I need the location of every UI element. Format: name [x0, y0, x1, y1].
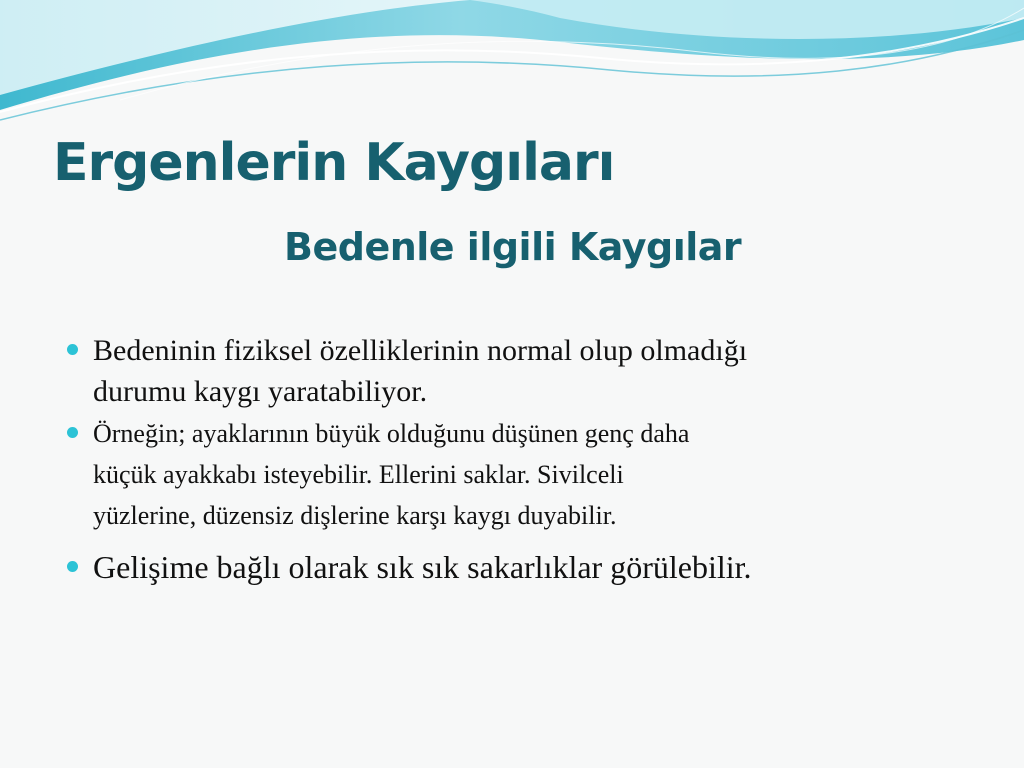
bullet-text-line: Gelişime bağlı olarak sık sık sakarlıklar görülebilir. [93, 549, 752, 585]
bullet-dot-icon [67, 561, 78, 572]
bullet-text-line: yüzlerine, düzensiz dişlerine karşı kaygı duyabilir. [93, 501, 617, 530]
slide-subtitle: Bedenle ilgili Kaygılar [284, 225, 742, 269]
bullet-text-line: durumu kaygı yaratabiliyor. [93, 375, 428, 408]
bullet-text-line: küçük ayakkabı isteyebilir. Ellerini saklar. Sivilceli [93, 460, 624, 489]
bullet-text-line: Örneğin; ayaklarının büyük olduğunu düşünen genç daha [93, 419, 690, 448]
slide-title: Ergenlerin Kaygıları [53, 133, 615, 193]
bullet-list [66, 330, 966, 589]
bullet-text-line: Bedeninin fiziksel özelliklerinin normal olup olmadığı [93, 334, 748, 367]
bullet-dot-icon [67, 427, 78, 438]
bullet-item [66, 413, 966, 536]
header-wave-decoration [0, 0, 1024, 130]
bullet-dot-icon [67, 344, 78, 355]
bullet-item [66, 545, 966, 589]
bullet-item [66, 330, 966, 412]
